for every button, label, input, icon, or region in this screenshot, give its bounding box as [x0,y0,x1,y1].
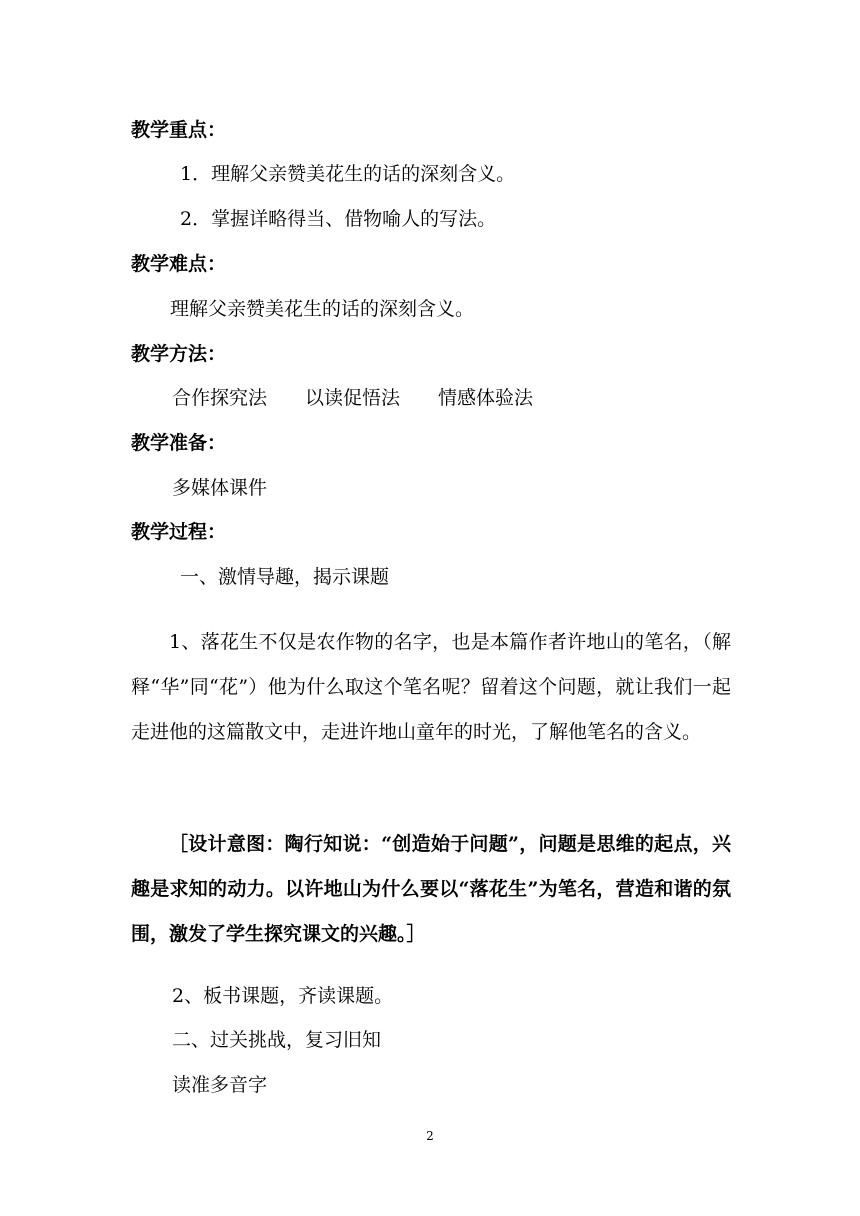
page-number: 2 [426,1129,434,1143]
section-1-title: 一、激情导趣，揭示课题 [180,566,390,588]
process-heading: 教学过程： [131,521,227,543]
methods-list [172,386,533,410]
methods-heading: 教学方法： [131,343,227,365]
focus-item-2: 2．掌握详略得当、借物喻人的写法。 [180,208,497,230]
focus-item-1: 1．理解父亲赞美花生的话的深刻含义。 [180,163,516,185]
design-note: ［设计意图：陶行知说：“创造始于问题”，问题是思维的起点，兴趣是求知的动力。以许地山为什么要以“落花生”为笔名，营造和谐的氛围，激发了学生探究课文的兴趣。］ [131,833,731,945]
subheading-polyphonic: 读准多音字 [172,1074,268,1096]
section-2-title: 二、过关挑战，复习旧知 [172,1029,382,1051]
method-item: 以读促悟法 [305,387,401,409]
focus-heading: 教学重点： [131,119,227,141]
step-2: 2、板书课题，齐读课题。 [172,985,394,1007]
paragraph-1: 1、落花生不仅是农作物的名字，也是本篇作者许地山的笔名，（解释“华”同“花”）他为什么取这个笔名呢？留着这个问题，就让我们一起走进他的这篇散文中，走进许地山童年的时光，了解他笔名的含义。 [131,631,731,743]
difficulty-text: 理解父亲赞美花生的话的深刻含义。 [170,298,475,320]
method-item: 情感体验法 [438,387,534,409]
preparation-text: 多媒体课件 [172,477,268,499]
difficulty-heading: 教学难点： [131,253,227,275]
preparation-heading: 教学准备： [131,432,227,454]
method-item: 合作探究法 [172,387,268,409]
